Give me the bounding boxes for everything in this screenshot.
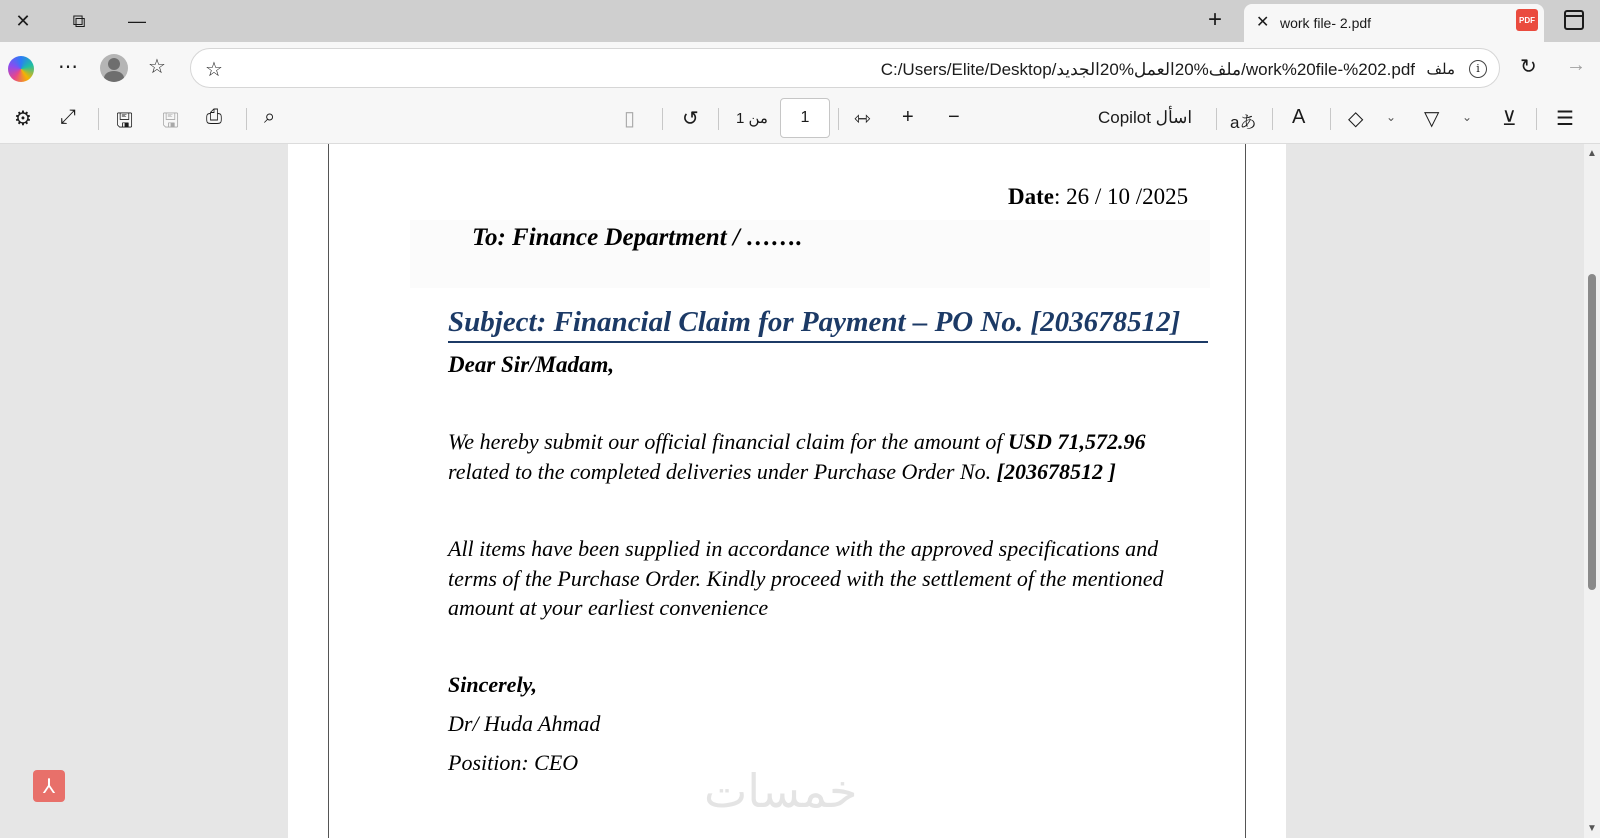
toolbar-divider <box>1272 108 1273 130</box>
save-icon[interactable]: 🖫 <box>162 110 180 132</box>
tab-title: work file- 2.pdf <box>1280 15 1372 31</box>
scroll-down-icon[interactable]: ▼ <box>1587 823 1597 834</box>
navigation-bar <box>0 42 1600 94</box>
zoom-out-button[interactable]: − <box>948 106 960 128</box>
toolbar-divider <box>1330 108 1331 130</box>
highlight-icon[interactable]: ⊻ <box>1502 108 1517 130</box>
chevron-down-icon[interactable]: ⌄ <box>1462 110 1473 124</box>
fullscreen-icon[interactable]: ⤢ <box>60 106 76 128</box>
search-icon[interactable]: ⌕ <box>264 106 276 128</box>
read-aloud-icon[interactable]: A <box>1292 106 1306 128</box>
rotate-icon[interactable]: ↺ <box>682 108 699 130</box>
pdf-favicon-icon: PDF <box>1516 9 1538 31</box>
vertical-scrollbar[interactable] <box>1584 144 1600 838</box>
close-window-button[interactable]: ✕ <box>15 10 31 31</box>
file-label: ملف <box>1426 61 1455 78</box>
toolbar-divider <box>838 108 839 130</box>
settings-icon[interactable]: ⚙ <box>14 108 32 130</box>
letter-salutation: Dear Sir/Madam, <box>448 352 615 377</box>
letter-closing: Sincerely, <box>448 672 537 697</box>
toolbar-divider <box>662 108 663 130</box>
address-bar[interactable] <box>190 48 1500 88</box>
copilot-icon[interactable] <box>8 56 34 82</box>
page-view-icon[interactable]: ▯ <box>624 108 636 130</box>
letter-signatory: Dr/ Huda Ahmad <box>448 711 601 736</box>
scroll-thumb[interactable] <box>1588 274 1596 590</box>
scroll-up-icon[interactable]: ▲ <box>1587 148 1597 159</box>
print-icon[interactable]: ⎙ <box>206 106 222 128</box>
title-bar <box>0 0 1600 42</box>
letter-subject: Subject: Financial Claim for Payment – PO No. [203678512] <box>448 306 1181 338</box>
active-tab[interactable] <box>1244 4 1544 42</box>
toolbar-divider <box>246 108 247 130</box>
letter-paragraph-1: We hereby submit our official financial claim for the amount of USD 71,572.96 related to the completed deliveries under Purchase Order No. [203678512 ] <box>448 429 1146 484</box>
draw-icon[interactable]: ▽ <box>1424 108 1440 130</box>
save-as-icon[interactable]: 🖫 <box>116 110 134 132</box>
refresh-icon[interactable]: ↻ <box>1520 56 1537 78</box>
favorites-icon[interactable]: ☆ <box>148 56 166 78</box>
page-count-label: من 1 <box>736 110 768 127</box>
url-text[interactable]: C:/Users/Elite/Desktop/ملف%20العمل%20الجديد/work%20file-%202.pdf <box>880 60 1415 79</box>
toolbar-divider <box>1536 108 1537 130</box>
translate-icon[interactable]: aあ <box>1230 113 1257 132</box>
pdf-toolbar <box>0 94 1600 144</box>
minimize-window-button[interactable]: — <box>128 10 146 31</box>
forward-icon[interactable]: → <box>1566 54 1586 76</box>
toolbar-divider <box>98 108 99 130</box>
erase-icon[interactable]: ◇ <box>1348 108 1364 130</box>
fit-width-icon[interactable]: ⇿ <box>854 108 871 130</box>
acrobat-icon[interactable]: ⅄ <box>33 770 65 802</box>
profile-avatar[interactable] <box>100 54 128 82</box>
new-tab-button[interactable]: + <box>1208 6 1223 33</box>
subject-underline <box>448 341 1208 343</box>
page-number-input[interactable]: 1 <box>780 98 830 138</box>
pdf-viewer[interactable] <box>0 144 1584 838</box>
tab-close-icon[interactable]: ✕ <box>1256 14 1270 31</box>
zoom-in-button[interactable]: + <box>902 106 914 128</box>
toolbar-divider <box>1216 108 1217 130</box>
chevron-down-icon[interactable]: ⌄ <box>1386 110 1397 124</box>
restore-window-button[interactable]: ⧉ <box>72 10 86 31</box>
sidebar-toggle-icon[interactable] <box>1564 10 1584 30</box>
toolbar-divider <box>718 108 719 130</box>
letter-position: Position: CEO <box>448 750 579 775</box>
add-favorite-icon[interactable]: ☆ <box>205 59 223 81</box>
letter-paragraph-2: All items have been supplied in accordance with the approved specifications and terms of the Purchase Order. Kindly proceed with the settlement of the mentioned amount at your earliest convenience <box>448 536 1164 620</box>
letter-date: Date: 26 / 10 /2025 <box>1008 184 1189 209</box>
ask-copilot-button[interactable]: Copilot اسأل <box>1098 108 1193 127</box>
watermark: خمسات <box>704 764 858 818</box>
table-of-contents-icon[interactable]: ☰ <box>1556 108 1574 130</box>
more-icon[interactable]: ⋯ <box>58 56 78 78</box>
site-info-icon[interactable]: i <box>1469 60 1487 78</box>
letter-recipient: To: Finance Department / ……. <box>472 224 803 251</box>
